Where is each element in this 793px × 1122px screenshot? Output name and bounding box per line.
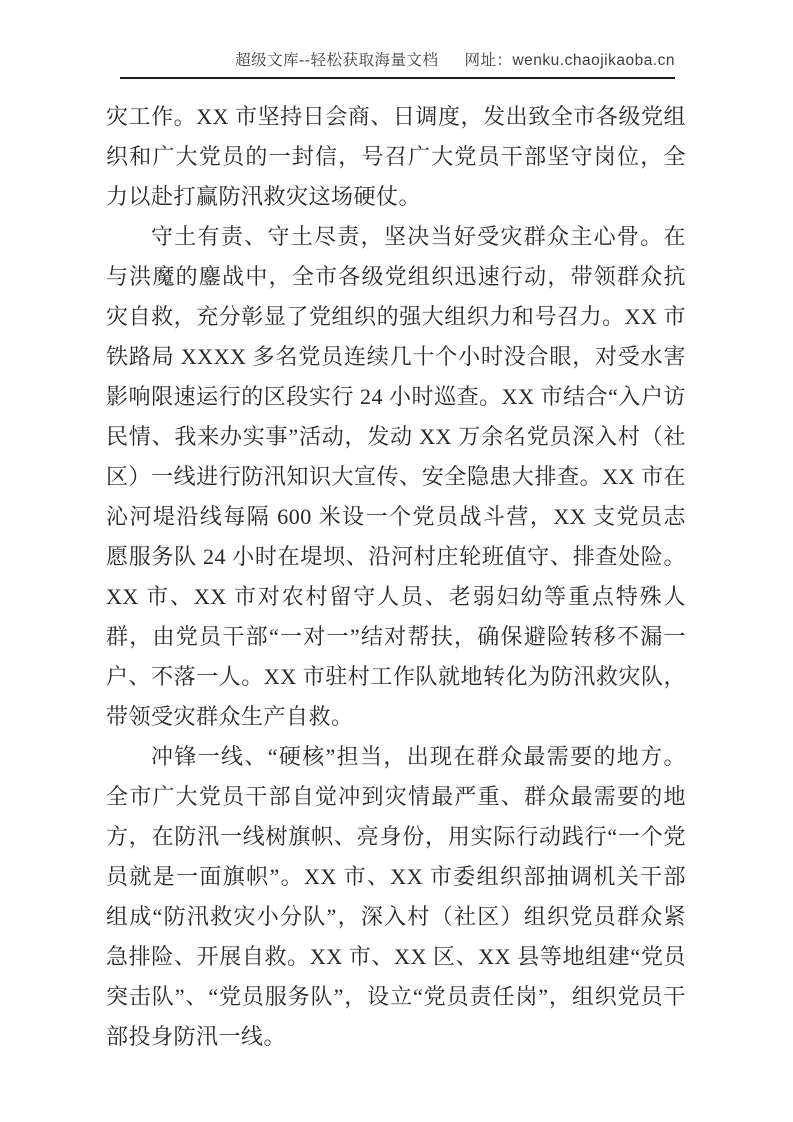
header-divider: [120, 77, 675, 79]
header-url-label: 网址：: [464, 52, 513, 69]
paragraph: 冲锋一线、“硬核”担当，出现在群众最需要的地方。全市广大党员干部自觉冲到灾情最严重、群众最需要的地方，在防汛一线树旗帜、亮身份，用实际行动践行“一个党员就是一面旗帜”。XX 市、XX 市委组织部抽调机关干部组成“防汛救灾小分队”，深入村（社区）组织党员群众紧急排险、开展自救。XX 市、XX 区、XX 县等地组建“党员突击队”、“党员服务队”，设立“党员责任岗”，组织党员干部投身防汛一线。: [106, 744, 686, 1049]
paragraph-continuation: 灾工作。XX 市坚持日会商、日调度，发出致全市各级党组织和广大党员的一封信，号召广大党员干部坚守岗位，全力以赴打赢防汛救灾这场硬仗。: [106, 104, 686, 209]
header-site-name: 超级文库--轻松获取海量文档: [235, 52, 439, 69]
header-text: [235, 48, 675, 70]
paragraph: 守土有责、守土尽责，坚决当好受灾群众主心骨。在与洪魔的鏖战中，全市各级党组织迅速行动，带领群众抗灾自救，充分彰显了党组织的强大组织力和号召力。XX 市铁路局 XXXX 多名党员连续几十个小时没合眼，对受水害影响限速运行的区段实行 24 小时巡查。XX 市结合“入户访民情、我来办实事”活动，发动 XX 万余名党员深入村（社区）一线进行防汛知识大宣传、安全隐患大排查。XX 市在沁河堤沿线每隔 600 米设一个党员战斗营，XX 支党员志愿服务队 24 小时在堤坝、沿河村庄轮班值守、排查处险。XX 市、XX 市对农村留守人员、老弱妇幼等重点特殊人群，由党员干部“一对一”结对帮扶，确保避险转移不漏一户、不落一人。XX 市驻村工作队就地转化为防汛救灾队，带领受灾群众生产自救。: [106, 224, 686, 729]
document-body: [106, 97, 686, 1057]
header-url: wenku.chaojikaoba.cn: [512, 52, 675, 69]
